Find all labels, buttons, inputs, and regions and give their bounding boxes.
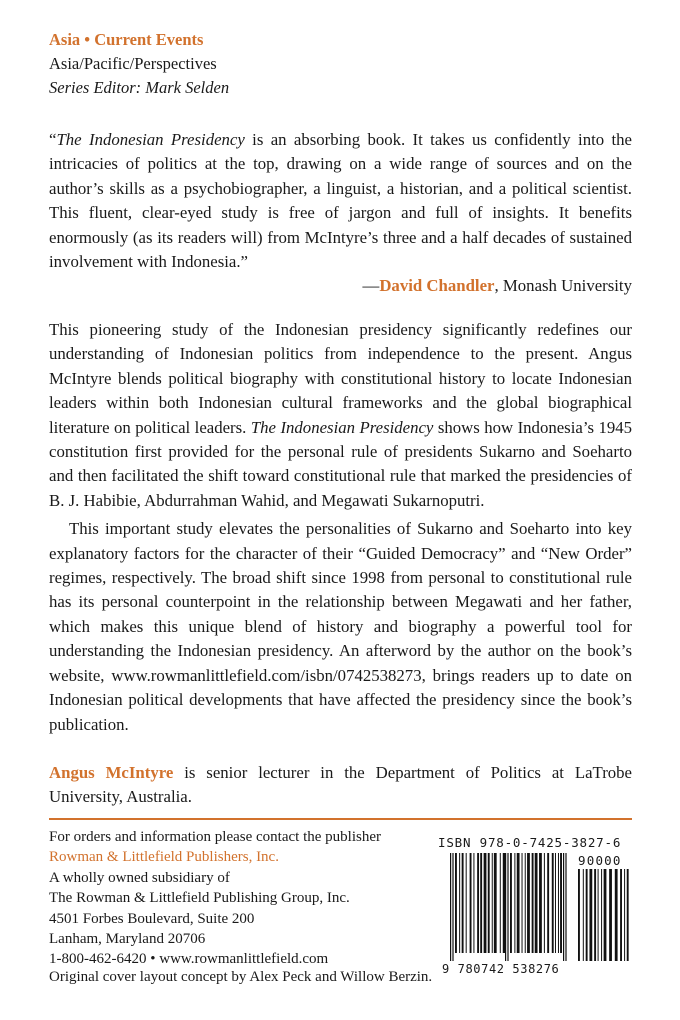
address-city: Lanham, Maryland 20706 <box>49 931 206 948</box>
description-paragraph-1 <box>49 318 632 513</box>
series-name: Asia/Pacific/Perspectives <box>49 54 217 73</box>
divider-rule <box>49 818 632 820</box>
quote-affiliation: , Monash University <box>494 276 632 296</box>
barcode-bars-icon <box>438 853 631 963</box>
quote-attribution <box>49 274 632 298</box>
p1-text-a: This pioneering study of the Indonesian presidency significantly redefines our understanding of Indonesian politics from independence to the present. Angus McIntyre blends political biography with constitutional history to locate Indonesian leaders within both Indonesian cultural frameworks and the global biographical literature on political leaders. <box>49 320 632 437</box>
phone-and-website: 1-800-462-6420 • www.rowmanlittlefield.com <box>49 951 329 968</box>
series-editor: Series Editor: Mark Selden <box>49 78 230 97</box>
category-current-events: Current Events <box>94 30 204 49</box>
attribution-dash: — <box>362 276 380 296</box>
quote-text <box>49 128 632 274</box>
bullet: • <box>84 30 91 49</box>
isbn-text: ISBN 978-0-7425-3827-6 <box>438 835 622 850</box>
category-asia: Asia <box>49 30 81 49</box>
p1-book-title: The Indonesian Presidency <box>250 417 434 437</box>
quote-book-title: The Indonesian Presidency <box>56 130 245 149</box>
subsidiary-line: A wholly owned subsidiary of <box>49 869 230 886</box>
series-header <box>49 28 229 100</box>
book-description <box>49 318 632 810</box>
author-bio <box>49 761 632 810</box>
cover-credit: Original cover layout concept by Alex Peck and Willow Berzin. <box>49 969 433 985</box>
barcode-digits: 9 780742 538276 <box>442 962 560 976</box>
endorsement-quote <box>49 128 632 299</box>
publisher-name: Rowman & Littlefield Publishers, Inc. <box>49 849 279 866</box>
parent-company: The Rowman & Littlefield Publishing Group, Inc. <box>49 890 350 907</box>
address-street: 4501 Forbes Boulevard, Suite 200 <box>49 910 255 927</box>
open-quote-mark: “ <box>49 130 57 149</box>
isbn-barcode <box>438 835 631 976</box>
author-name: Angus McIntyre <box>49 762 174 782</box>
publisher-contact-line: For orders and information please contact the publisher <box>49 829 381 845</box>
quote-author: David Chandler <box>379 276 495 296</box>
p1-text-b: shows how Indonesia’s 1945 constitution first provided for the personal rule of presidents Sukarno and Soeharto and then facilitated the shift toward constitutional rule that marked the presidencies of B. J. Habibie, Abdurrahman Wahid, and Megawati Sukarnoputri. <box>49 417 633 510</box>
publisher-info <box>49 827 381 970</box>
description-paragraph-2: This important study elevates the personalities of Sukarno and Soeharto into key explanatory factors for the character of their “Guided Democracy” and “New Order” regimes, respectively. The broad shift since 1998 from personal to constitutional rule has its personal counterpoint in the relationship between Megawati and her father, which makes this unique blend of history and biography a powerful tool for understanding the Indonesian presidency. An afterword by the author on the book’s website, www.rowmanlittlefield.com/isbn/0742538273, brings readers up to date on Indonesian political developments that have affected the presidency since the book’s publication. <box>49 519 632 734</box>
price-code: 90000 <box>578 853 622 868</box>
author-bio-text: is senior lecturer in the Department of Politics at LaTrobe University, Australia. <box>49 762 633 807</box>
quote-body: is an absorbing book. It takes us confidently into the intricacies of politics at the top, drawing on a wide range of sources and on the author’s skills as a psychobiographer, a linguist, a historian, and a political scientist. This fluent, clear-eyed study is free of jargon and full of insights. It benefits enormously (as its readers will) from McIntyre’s three and a half decades of sustained involvement with Indonesia.” <box>49 130 632 272</box>
category-line <box>49 28 229 52</box>
